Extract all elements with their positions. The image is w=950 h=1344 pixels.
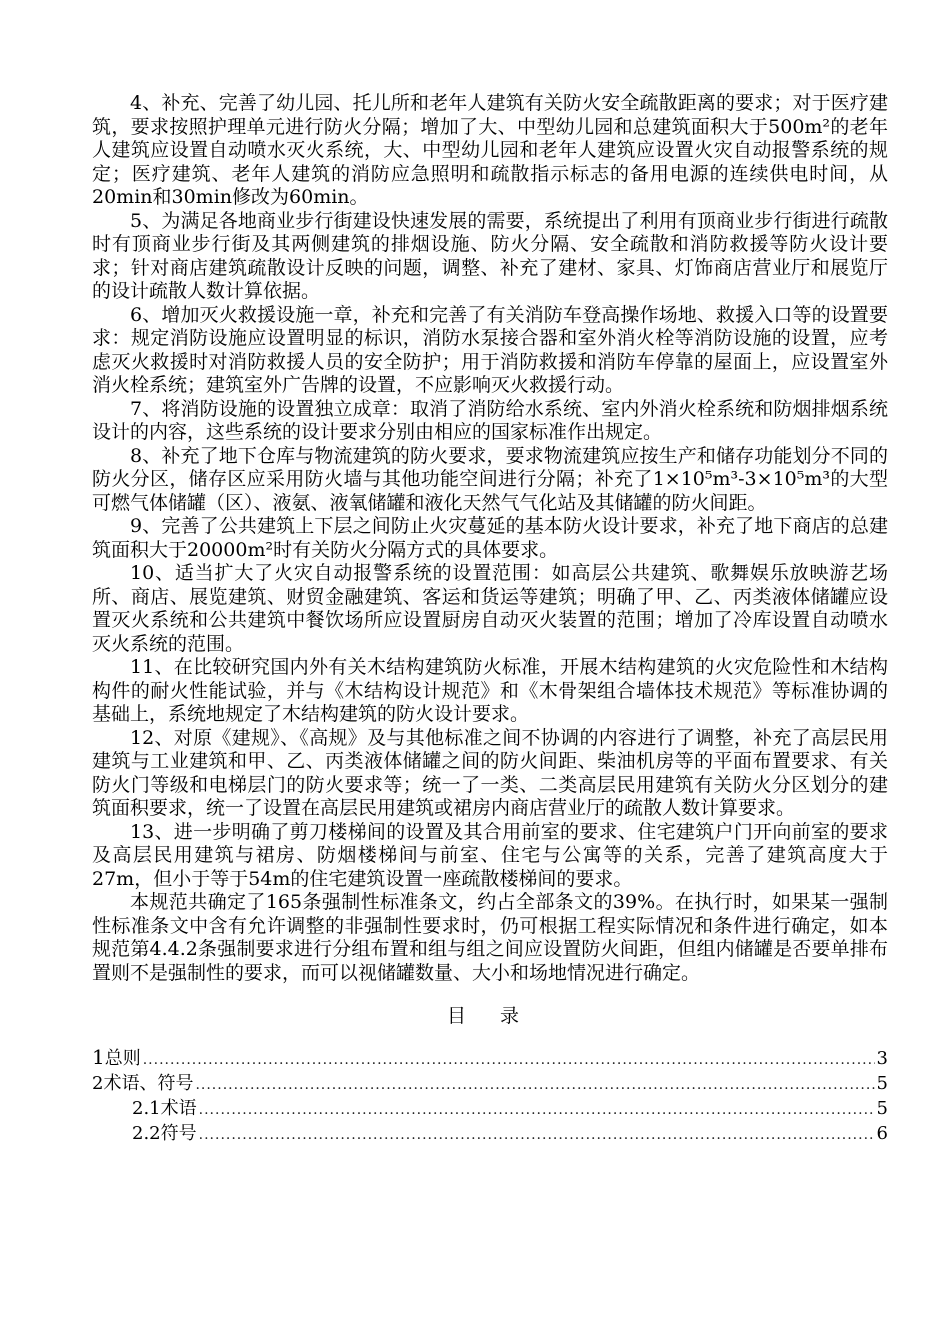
paragraph-item-12: 12、对原《建规》、《高规》及与其他标准之间不协调的内容进行了调整，补充了高层民用建筑与工业建筑和甲、乙、丙类液体储罐之间的防火间距、柴油机房等的平面布置要求、有关防火门等级和电梯层门的防火要求等；统一了一类、二类高层民用建筑有关防火分区划分的建筑面积要求，统一了设置在高层民用建筑或裙房内商店营业厅的疏散人数计算要求。 bbox=[92, 726, 888, 819]
paragraph-item-8: 8、补充了地下仓库与物流建筑的防火要求，要求物流建筑应按生产和储存功能划分不同的防火分区，储存区应采用防火墙与其他功能空间进行分隔；补充了1×10⁵m³-3×10⁵m³的大型可燃气体储罐（区）、液氨、液氧储罐和液化天然气气化站及其储罐的防火间距。 bbox=[92, 444, 888, 514]
toc-entry-label: 符号 bbox=[160, 1123, 197, 1144]
toc-page-number: 5 bbox=[876, 1098, 888, 1119]
toc-entry-number: 1 bbox=[92, 1045, 105, 1069]
table-of-contents bbox=[92, 1046, 888, 1147]
toc-entry-general[interactable] bbox=[92, 1046, 888, 1072]
paragraph-item-13: 13、进一步明确了剪刀楼梯间的设置及其合用前室的要求、住宅建筑户门开向前室的要求及高层民用建筑与裙房、防烟楼梯间与前室、住宅与公寓等的关系，完善了建筑高度大于27m，但小于等于54m的住宅建筑设置一座疏散楼梯间的要求。 bbox=[92, 820, 888, 890]
body-text bbox=[92, 92, 888, 985]
paragraph-item-10: 10、适当扩大了火灾自动报警系统的设置范围：如高层公共建筑、歌舞娱乐放映游艺场所、商店、展览建筑、财贸金融建筑、客运和货运等建筑；明确了甲、乙、丙类液体储罐应设置灭火系统和公共建筑中餐饮场所应设置厨房自动灭火装置的范围；增加了冷库设置自动喷水灭火系统的范围。 bbox=[92, 562, 888, 655]
toc-entry-label: 总则 bbox=[104, 1048, 141, 1069]
toc-entry-number: 2.2 bbox=[132, 1123, 161, 1144]
toc-title: 目 录 bbox=[446, 1005, 534, 1027]
paragraph-item-9: 9、完善了公共建筑上下层之间防止火灾蔓延的基本防火设计要求，补充了地下商店的总建筑面积大于20000m²时有关防火分隔方式的具体要求。 bbox=[92, 515, 888, 561]
toc-entry-label: 术语 bbox=[160, 1098, 197, 1119]
toc-dot-leader bbox=[143, 1049, 875, 1072]
toc-dot-leader bbox=[199, 1124, 875, 1147]
toc-page-number: 6 bbox=[876, 1123, 888, 1144]
paragraph-item-4: 4、补充、完善了幼儿园、托儿所和老年人建筑有关防火安全疏散距离的要求；对于医疗建筑，要求按照护理单元进行防火分隔；增加了大、中型幼儿园和总建筑面积大于500m²的老年人建筑应设置自动喷水灭火系统，大、中型幼儿园和老年人建筑应设置火灾自动报警系统的规定；医疗建筑、老年人建筑的消防应急照明和疏散指示标志的备用电源的连续供电时间，从20min和30min修改为60min。 bbox=[92, 92, 888, 208]
toc-entry-label: 术语、符号 bbox=[103, 1073, 194, 1094]
toc-entry-number: 2 bbox=[92, 1073, 104, 1094]
paragraph-item-6: 6、增加灭火救援设施一章，补充和完善了有关消防车登高操作场地、救援入口等的设置要求：规定消防设施应设置明显的标识，消防水泵接合器和室外消火栓等消防设施的设置，应考虑灭火救援时对消防救援人员的安全防护；用于消防救援和消防车停靠的屋面上，应设置室外消火栓系统；建筑室外广告牌的设置，不应影响灭火救援行动。 bbox=[92, 303, 888, 396]
paragraph-item-5: 5、为满足各地商业步行街建设快速发展的需要，系统提出了利用有顶商业步行街进行疏散时有顶商业步行街及其两侧建筑的排烟设施、防火分隔、安全疏散和消防救援等防火设计要求；针对商店建筑疏散设计反映的问题，调整、补充了建材、家具、灯饰商店营业厅和展览厅的设计疏散人数计算依据。 bbox=[92, 209, 888, 302]
toc-page-number: 3 bbox=[876, 1048, 888, 1069]
toc-entry-terms-symbols[interactable] bbox=[92, 1072, 888, 1097]
toc-dot-leader bbox=[195, 1074, 874, 1097]
paragraph-item-7: 7、将消防设施的设置独立成章：取消了消防给水系统、室内外消火栓系统和防烟排烟系统设计的内容，这些系统的设计要求分别由相应的国家标准作出规定。 bbox=[92, 397, 888, 443]
toc-entry-terms[interactable] bbox=[92, 1097, 888, 1122]
document-page bbox=[92, 92, 888, 1147]
toc-entry-symbols[interactable] bbox=[92, 1122, 888, 1147]
paragraph-summary: 本规范共确定了165条强制性标准条文，约占全部条文的39%。在执行时，如果某一强制性标准条文中含有允许调整的非强制性要求时，仍可根据工程实际情况和条件进行确定，如本规范第4.4.2条强制要求进行分组布置和组与组之间应设置防火间距，但组内储罐是否要单排布置则不是强制性的要求，而可以视储罐数量、大小和场地情况进行确定。 bbox=[92, 891, 888, 984]
toc-dot-leader bbox=[199, 1099, 875, 1122]
toc-entry-number: 2.1 bbox=[132, 1098, 161, 1119]
paragraph-item-11: 11、在比较研究国内外有关木结构建筑防火标准，开展木结构建筑的火灾危险性和木结构构件的耐火性能试验，并与《木结构设计规范》和《木骨架组合墙体技术规范》等标准协调的基础上，系统地规定了木结构建筑的防火设计要求。 bbox=[92, 656, 888, 725]
toc-page-number: 5 bbox=[876, 1073, 888, 1094]
